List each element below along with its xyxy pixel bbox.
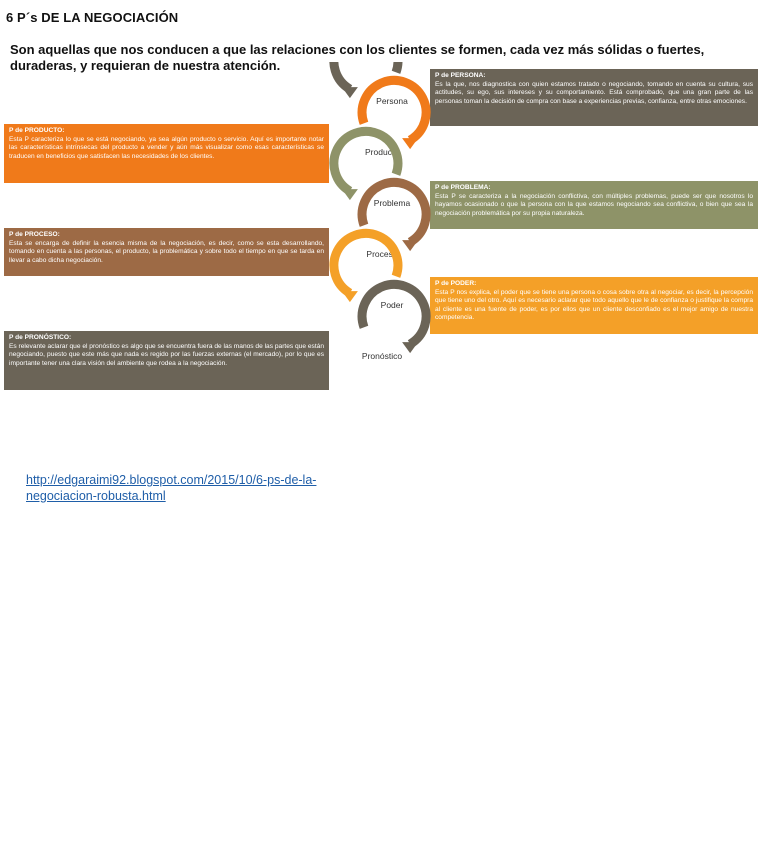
- proceso-box-text: Esta se encarga de definir la esencia misma de la negociación, es decir, como se esta desarrollando, tomando en cuenta a las personas, el producto, la problemática y sobre todo el tiempo en que se tarda en llevar a cabo dicha negociación.: [9, 239, 324, 264]
- step-label-3: Problema: [373, 198, 411, 208]
- arrow-head-4: [402, 240, 418, 251]
- pronostico-box-title: P de PRONÓSTICO:: [9, 334, 72, 341]
- intro-paragraph: Son aquellas que nos conducen a que las relaciones con los clientes se formen, cada vez más sólidas o fuertes, duraderas, y requieran de nuestra atención.: [10, 42, 705, 73]
- arrow-head-2: [402, 138, 418, 149]
- step-label-5: Poder: [380, 300, 404, 310]
- problema-box-text: Esta P se caracteriza a la negociación conflictiva, con múltiples problemas, puede ser que nosotros lo hayamos ocasionado o que la persona con la que estamos negociando sea conflictiva, o bien que sea la negociación problemática por su propia naturaleza.: [435, 192, 753, 217]
- document-title: 6 P´s DE LA NEGOCIACIÓN: [6, 10, 179, 25]
- producto-box-title: P de PRODUCTO:: [9, 127, 65, 134]
- poder-box-title: P de PODER:: [435, 280, 477, 287]
- persona-box-text: Es la que, nos diagnostica con quien estamos tratado o negociando, tomando en cuenta su cultura, sus actitudes, su ego, sus intereses y su comportamiento. Está comprobado, que una gran parte de las personas toman la decisión de compra con base a experiencias previas, confianza, entre otras emociones.: [435, 80, 753, 105]
- poder-box: [430, 277, 758, 334]
- arrow-head-1: [342, 87, 358, 98]
- persona-box: [430, 69, 758, 126]
- arrow-head-6: [402, 342, 418, 353]
- problema-box-title: P de PROBLEMA:: [435, 184, 491, 191]
- step-label-1: Persona: [376, 96, 408, 106]
- arrow-head-3: [342, 189, 358, 200]
- pronostico-box-text: Es relevante aclarar que el pronóstico es algo que se encuentra fuera de las manos de las partes que están negociando, puesto que este más que nada es regido por las fuerzas externas (el mercado), por lo que es importante tener una clara visión del ambiente que rodea a la negociación.: [9, 342, 324, 367]
- pronostico-box: [4, 331, 329, 390]
- proceso-box: [4, 228, 329, 276]
- step-label-2: Producto: [364, 147, 400, 157]
- process-diagram: [320, 62, 440, 402]
- ring-arrow-6: [362, 284, 426, 344]
- persona-box-title: P de PERSONA:: [435, 72, 486, 79]
- producto-box-text: Esta P caracteriza lo que se está negociando, ya sea algún producto o servicio. Aquí es importante notar las características intrínsecas del producto a vender y aún más visualizar como esas características se traducen en beneficios que satisfacen las necesidades de los clientes.: [9, 135, 324, 160]
- step-label-4: Proceso: [366, 249, 398, 259]
- arrow-head-5: [342, 291, 358, 302]
- poder-box-text: Esta P nos explica, el poder que se tiene una persona o cosa sobre otra al negociar, es decir, la percepción que tiene uno del otro. Aquí es necesario aclarar que todo aquello que le de confianza o justifique la compra al cliente es una fuente de poder, es por ellos que un cliente desconfiado es el mejor amigo de nuestra competencia.: [435, 288, 753, 322]
- source-link[interactable]: http://edgaraimi92.blogspot.com/2015/10/6-ps-de-la-negociacion-robusta.html: [26, 473, 317, 503]
- problema-box: [430, 181, 758, 229]
- proceso-box-title: P de PROCESO:: [9, 231, 60, 238]
- producto-box: [4, 124, 329, 183]
- step-label-6: Pronóstico: [361, 351, 403, 361]
